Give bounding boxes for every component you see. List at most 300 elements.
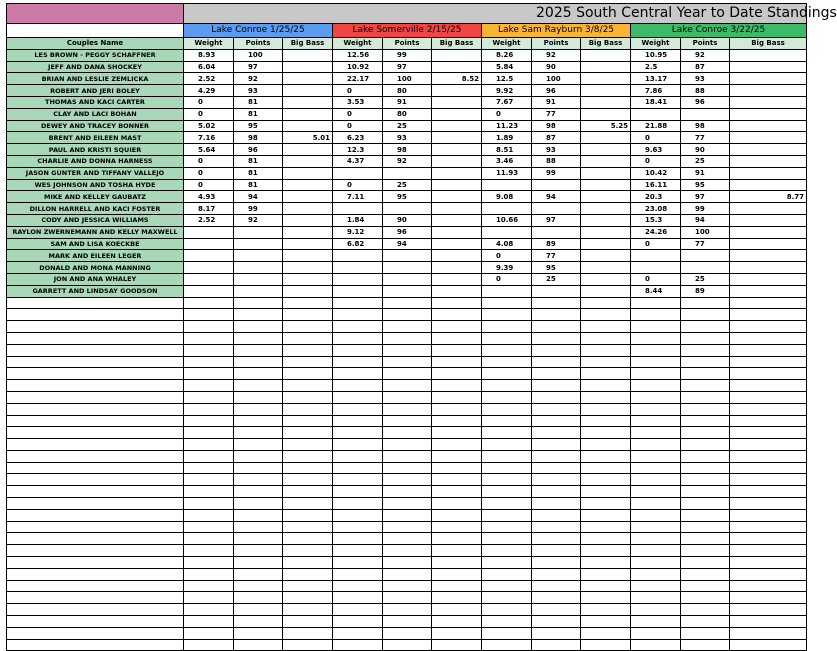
weight-cell[interactable] — [333, 521, 383, 533]
points-cell[interactable] — [234, 474, 283, 486]
weight-cell[interactable] — [333, 604, 383, 616]
points-cell[interactable]: 92 — [234, 214, 283, 226]
points-cell[interactable] — [681, 391, 730, 403]
big-bass-cell[interactable] — [432, 486, 482, 498]
points-cell[interactable]: 92 — [532, 49, 581, 61]
points-cell[interactable] — [532, 427, 581, 439]
couple-name-cell[interactable] — [7, 309, 184, 321]
big-bass-cell[interactable] — [581, 250, 631, 262]
points-cell[interactable]: 94 — [681, 214, 730, 226]
big-bass-cell[interactable] — [283, 191, 333, 203]
big-bass-cell[interactable] — [730, 356, 807, 368]
big-bass-cell[interactable] — [283, 439, 333, 451]
points-cell[interactable]: 95 — [681, 179, 730, 191]
weight-cell[interactable] — [631, 462, 681, 474]
weight-cell[interactable] — [631, 332, 681, 344]
big-bass-cell[interactable] — [432, 238, 482, 250]
points-cell[interactable] — [383, 509, 432, 521]
couple-name-cell[interactable] — [7, 391, 184, 403]
couple-name-cell[interactable] — [7, 580, 184, 592]
weight-cell[interactable] — [482, 321, 532, 333]
weight-cell[interactable] — [482, 545, 532, 557]
points-cell[interactable] — [234, 521, 283, 533]
weight-cell[interactable] — [184, 321, 234, 333]
big-bass-cell[interactable] — [432, 132, 482, 144]
weight-cell[interactable] — [482, 356, 532, 368]
big-bass-cell[interactable] — [730, 226, 807, 238]
points-cell[interactable] — [234, 380, 283, 392]
big-bass-cell[interactable] — [432, 616, 482, 628]
big-bass-cell[interactable] — [283, 321, 333, 333]
big-bass-cell[interactable] — [581, 155, 631, 167]
big-bass-cell[interactable] — [432, 474, 482, 486]
points-cell[interactable] — [681, 450, 730, 462]
points-cell[interactable] — [681, 462, 730, 474]
big-bass-cell[interactable] — [432, 214, 482, 226]
points-cell[interactable]: 98 — [532, 120, 581, 132]
points-cell[interactable]: 95 — [532, 262, 581, 274]
big-bass-cell[interactable] — [432, 250, 482, 262]
couple-name-cell[interactable]: DEWEY AND TRACEY BONNER — [7, 120, 184, 132]
big-bass-cell[interactable] — [432, 61, 482, 73]
points-cell[interactable] — [234, 332, 283, 344]
points-cell[interactable] — [383, 462, 432, 474]
points-cell[interactable] — [681, 557, 730, 569]
points-cell[interactable]: 91 — [532, 96, 581, 108]
points-cell[interactable]: 25 — [383, 179, 432, 191]
big-bass-cell[interactable] — [581, 462, 631, 474]
weight-cell[interactable] — [184, 498, 234, 510]
big-bass-cell[interactable] — [730, 273, 807, 285]
points-cell[interactable] — [383, 415, 432, 427]
big-bass-cell[interactable] — [283, 509, 333, 521]
big-bass-cell[interactable] — [730, 380, 807, 392]
big-bass-cell[interactable] — [432, 262, 482, 274]
big-bass-cell[interactable] — [432, 167, 482, 179]
points-cell[interactable] — [383, 356, 432, 368]
couple-name-cell[interactable] — [7, 415, 184, 427]
big-bass-cell[interactable] — [283, 545, 333, 557]
weight-cell[interactable] — [184, 344, 234, 356]
points-cell[interactable] — [383, 557, 432, 569]
couple-name-cell[interactable] — [7, 439, 184, 451]
points-cell[interactable]: 81 — [234, 96, 283, 108]
points-cell[interactable]: 100 — [383, 73, 432, 85]
big-bass-cell[interactable] — [730, 474, 807, 486]
points-cell[interactable]: 25 — [383, 120, 432, 132]
weight-cell[interactable] — [333, 344, 383, 356]
weight-cell[interactable] — [482, 285, 532, 297]
big-bass-cell[interactable] — [283, 273, 333, 285]
big-bass-cell[interactable] — [432, 144, 482, 156]
big-bass-cell[interactable] — [283, 486, 333, 498]
points-cell[interactable]: 81 — [234, 167, 283, 179]
big-bass-cell[interactable] — [581, 144, 631, 156]
weight-cell[interactable] — [631, 533, 681, 545]
weight-cell[interactable] — [631, 439, 681, 451]
big-bass-cell[interactable] — [730, 155, 807, 167]
weight-cell[interactable] — [482, 179, 532, 191]
weight-cell[interactable]: 5.84 — [482, 61, 532, 73]
couple-name-cell[interactable] — [7, 427, 184, 439]
points-cell[interactable] — [532, 474, 581, 486]
big-bass-cell[interactable]: 8.52 — [432, 73, 482, 85]
weight-cell[interactable]: 20.3 — [631, 191, 681, 203]
big-bass-cell[interactable] — [581, 332, 631, 344]
weight-cell[interactable] — [184, 368, 234, 380]
weight-cell[interactable] — [482, 462, 532, 474]
big-bass-cell[interactable] — [432, 415, 482, 427]
weight-cell[interactable]: 0 — [482, 250, 532, 262]
couple-name-cell[interactable] — [7, 545, 184, 557]
weight-cell[interactable] — [333, 498, 383, 510]
big-bass-cell[interactable] — [432, 273, 482, 285]
points-cell[interactable] — [383, 344, 432, 356]
points-cell[interactable] — [681, 568, 730, 580]
event-header-3[interactable]: Lake Sam Rayburn 3/8/25 — [482, 24, 631, 38]
weight-cell[interactable] — [333, 557, 383, 569]
big-bass-header[interactable]: Big Bass — [283, 38, 333, 50]
weight-cell[interactable] — [631, 250, 681, 262]
points-cell[interactable]: 94 — [383, 238, 432, 250]
couple-name-cell[interactable] — [7, 557, 184, 569]
points-cell[interactable] — [383, 639, 432, 651]
big-bass-cell[interactable] — [283, 120, 333, 132]
weight-cell[interactable] — [482, 639, 532, 651]
big-bass-cell[interactable] — [283, 627, 333, 639]
points-cell[interactable] — [383, 616, 432, 628]
points-cell[interactable]: 93 — [681, 73, 730, 85]
points-cell[interactable] — [681, 403, 730, 415]
points-cell[interactable] — [681, 321, 730, 333]
weight-cell[interactable]: 9.08 — [482, 191, 532, 203]
couple-name-cell[interactable]: CODY AND JESSICA WILLIAMS — [7, 214, 184, 226]
big-bass-cell[interactable] — [283, 403, 333, 415]
weight-cell[interactable]: 5.64 — [184, 144, 234, 156]
points-cell[interactable] — [532, 356, 581, 368]
points-cell[interactable]: 90 — [383, 214, 432, 226]
points-cell[interactable]: 99 — [383, 49, 432, 61]
weight-cell[interactable] — [631, 557, 681, 569]
weight-cell[interactable] — [333, 474, 383, 486]
big-bass-cell[interactable] — [730, 262, 807, 274]
points-cell[interactable] — [532, 403, 581, 415]
weight-cell[interactable]: 0 — [184, 155, 234, 167]
points-cell[interactable] — [532, 297, 581, 309]
big-bass-cell[interactable] — [283, 415, 333, 427]
weight-cell[interactable] — [184, 309, 234, 321]
weight-cell[interactable] — [631, 604, 681, 616]
big-bass-cell[interactable] — [730, 498, 807, 510]
big-bass-cell[interactable] — [730, 344, 807, 356]
points-cell[interactable] — [681, 509, 730, 521]
weight-cell[interactable] — [333, 439, 383, 451]
weight-cell[interactable] — [184, 250, 234, 262]
couples-name-header[interactable]: Couples Name — [7, 38, 184, 50]
weight-cell[interactable]: 0 — [333, 120, 383, 132]
big-bass-cell[interactable] — [581, 509, 631, 521]
weight-cell[interactable] — [482, 474, 532, 486]
weight-cell[interactable]: 5.02 — [184, 120, 234, 132]
big-bass-cell[interactable] — [581, 309, 631, 321]
event-header-4[interactable]: Lake Conroe 3/22/25 — [631, 24, 807, 38]
big-bass-cell[interactable] — [432, 96, 482, 108]
big-bass-cell[interactable] — [432, 639, 482, 651]
points-cell[interactable]: 93 — [383, 132, 432, 144]
weight-cell[interactable] — [631, 545, 681, 557]
points-cell[interactable] — [532, 509, 581, 521]
big-bass-cell[interactable] — [432, 450, 482, 462]
couple-name-cell[interactable] — [7, 616, 184, 628]
points-cell[interactable]: 80 — [383, 108, 432, 120]
big-bass-cell[interactable] — [283, 521, 333, 533]
weight-cell[interactable] — [184, 592, 234, 604]
points-cell[interactable] — [681, 380, 730, 392]
big-bass-cell[interactable] — [730, 61, 807, 73]
big-bass-cell[interactable] — [283, 533, 333, 545]
big-bass-cell[interactable] — [432, 155, 482, 167]
points-cell[interactable] — [532, 285, 581, 297]
points-cell[interactable] — [234, 285, 283, 297]
points-header[interactable]: Points — [681, 38, 730, 50]
big-bass-cell[interactable] — [730, 120, 807, 132]
big-bass-cell[interactable] — [283, 262, 333, 274]
big-bass-cell[interactable] — [432, 108, 482, 120]
weight-cell[interactable] — [333, 309, 383, 321]
big-bass-cell[interactable] — [283, 462, 333, 474]
points-cell[interactable] — [532, 391, 581, 403]
weight-cell[interactable]: 8.93 — [184, 49, 234, 61]
weight-cell[interactable] — [333, 568, 383, 580]
weight-cell[interactable] — [333, 580, 383, 592]
points-cell[interactable] — [234, 462, 283, 474]
weight-cell[interactable]: 8.44 — [631, 285, 681, 297]
big-bass-cell[interactable] — [432, 391, 482, 403]
big-bass-cell[interactable] — [432, 604, 482, 616]
couple-name-cell[interactable]: SAM AND LISA KOECKBE — [7, 238, 184, 250]
big-bass-cell[interactable] — [283, 238, 333, 250]
weight-cell[interactable]: 3.46 — [482, 155, 532, 167]
couple-name-cell[interactable]: PAUL AND KRISTI SQUIER — [7, 144, 184, 156]
points-cell[interactable] — [383, 321, 432, 333]
big-bass-cell[interactable] — [432, 85, 482, 97]
big-bass-cell[interactable] — [730, 214, 807, 226]
weight-cell[interactable] — [184, 639, 234, 651]
weight-header[interactable]: Weight — [333, 38, 383, 50]
big-bass-cell[interactable] — [581, 167, 631, 179]
points-cell[interactable]: 96 — [681, 96, 730, 108]
big-bass-cell[interactable] — [432, 49, 482, 61]
points-cell[interactable] — [532, 321, 581, 333]
weight-cell[interactable]: 0 — [184, 96, 234, 108]
big-bass-cell[interactable] — [581, 262, 631, 274]
points-cell[interactable]: 100 — [532, 73, 581, 85]
weight-cell[interactable] — [631, 521, 681, 533]
points-cell[interactable] — [383, 627, 432, 639]
big-bass-cell[interactable]: 5.25 — [581, 120, 631, 132]
big-bass-cell[interactable] — [730, 521, 807, 533]
weight-cell[interactable] — [184, 604, 234, 616]
points-cell[interactable] — [681, 356, 730, 368]
big-bass-cell[interactable] — [730, 96, 807, 108]
big-bass-cell[interactable] — [283, 592, 333, 604]
big-bass-cell[interactable] — [283, 144, 333, 156]
points-cell[interactable]: 77 — [532, 250, 581, 262]
points-cell[interactable] — [234, 604, 283, 616]
weight-cell[interactable] — [631, 592, 681, 604]
weight-header[interactable]: Weight — [631, 38, 681, 50]
points-cell[interactable] — [383, 604, 432, 616]
points-cell[interactable]: 98 — [234, 132, 283, 144]
weight-cell[interactable] — [333, 627, 383, 639]
points-cell[interactable]: 90 — [681, 144, 730, 156]
big-bass-cell[interactable] — [283, 332, 333, 344]
big-bass-cell[interactable] — [581, 557, 631, 569]
points-cell[interactable] — [681, 250, 730, 262]
big-bass-cell[interactable] — [581, 344, 631, 356]
points-cell[interactable] — [532, 439, 581, 451]
points-cell[interactable]: 96 — [383, 226, 432, 238]
big-bass-cell[interactable] — [432, 403, 482, 415]
big-bass-cell[interactable] — [581, 49, 631, 61]
weight-cell[interactable] — [631, 450, 681, 462]
weight-cell[interactable] — [333, 639, 383, 651]
weight-cell[interactable]: 0 — [184, 179, 234, 191]
points-cell[interactable] — [383, 521, 432, 533]
weight-cell[interactable]: 10.92 — [333, 61, 383, 73]
points-cell[interactable] — [383, 167, 432, 179]
weight-cell[interactable]: 1.84 — [333, 214, 383, 226]
sheet-title[interactable]: 2025 South Central Year to Date Standings — [184, 4, 807, 24]
big-bass-cell[interactable] — [432, 568, 482, 580]
big-bass-cell[interactable] — [432, 179, 482, 191]
big-bass-cell[interactable] — [432, 332, 482, 344]
weight-cell[interactable] — [333, 356, 383, 368]
big-bass-cell[interactable] — [432, 592, 482, 604]
weight-cell[interactable] — [333, 616, 383, 628]
points-cell[interactable]: 98 — [383, 144, 432, 156]
points-cell[interactable]: 92 — [681, 49, 730, 61]
big-bass-cell[interactable] — [581, 368, 631, 380]
points-cell[interactable] — [681, 498, 730, 510]
weight-cell[interactable] — [482, 203, 532, 215]
big-bass-cell[interactable] — [283, 226, 333, 238]
weight-cell[interactable] — [184, 226, 234, 238]
points-cell[interactable] — [383, 250, 432, 262]
weight-cell[interactable] — [482, 592, 532, 604]
big-bass-cell[interactable] — [730, 639, 807, 651]
big-bass-cell[interactable] — [730, 592, 807, 604]
weight-cell[interactable] — [631, 568, 681, 580]
points-cell[interactable] — [532, 616, 581, 628]
points-cell[interactable]: 89 — [532, 238, 581, 250]
weight-cell[interactable]: 0 — [631, 155, 681, 167]
big-bass-cell[interactable] — [283, 568, 333, 580]
weight-cell[interactable] — [631, 262, 681, 274]
points-cell[interactable]: 81 — [234, 179, 283, 191]
points-cell[interactable] — [681, 533, 730, 545]
couple-name-cell[interactable] — [7, 462, 184, 474]
weight-cell[interactable] — [184, 285, 234, 297]
big-bass-cell[interactable] — [581, 604, 631, 616]
points-cell[interactable] — [383, 380, 432, 392]
weight-cell[interactable] — [184, 297, 234, 309]
couple-name-cell[interactable] — [7, 344, 184, 356]
points-cell[interactable]: 99 — [681, 203, 730, 215]
points-cell[interactable] — [234, 297, 283, 309]
couple-name-cell[interactable]: JASON GUNTER AND TIFFANY VALLEJO — [7, 167, 184, 179]
weight-cell[interactable]: 0 — [184, 108, 234, 120]
big-bass-cell[interactable] — [730, 108, 807, 120]
big-bass-cell[interactable] — [581, 580, 631, 592]
weight-cell[interactable] — [333, 167, 383, 179]
points-cell[interactable] — [681, 474, 730, 486]
couple-name-cell[interactable]: THOMAS AND KACI CARTER — [7, 96, 184, 108]
weight-cell[interactable]: 0 — [631, 273, 681, 285]
points-cell[interactable] — [234, 391, 283, 403]
points-cell[interactable] — [681, 344, 730, 356]
points-cell[interactable] — [234, 273, 283, 285]
points-cell[interactable] — [383, 285, 432, 297]
points-cell[interactable]: 94 — [532, 191, 581, 203]
weight-header[interactable]: Weight — [184, 38, 234, 50]
big-bass-cell[interactable] — [730, 509, 807, 521]
weight-cell[interactable]: 0 — [333, 179, 383, 191]
couple-name-cell[interactable]: DILLON HARRELL AND KACI FOSTER — [7, 203, 184, 215]
weight-cell[interactable] — [333, 403, 383, 415]
big-bass-cell[interactable] — [283, 297, 333, 309]
couple-name-cell[interactable]: BRIAN AND LESLIE ZEMLICKA — [7, 73, 184, 85]
weight-cell[interactable] — [631, 403, 681, 415]
points-cell[interactable]: 87 — [681, 61, 730, 73]
points-cell[interactable] — [234, 321, 283, 333]
weight-cell[interactable] — [184, 450, 234, 462]
weight-cell[interactable] — [333, 203, 383, 215]
couple-name-cell[interactable]: CHARLIE AND DONNA HARNESS — [7, 155, 184, 167]
big-bass-cell[interactable] — [283, 344, 333, 356]
big-bass-cell[interactable] — [730, 415, 807, 427]
points-cell[interactable] — [532, 309, 581, 321]
points-cell[interactable] — [234, 238, 283, 250]
points-cell[interactable] — [532, 415, 581, 427]
points-cell[interactable] — [681, 592, 730, 604]
weight-cell[interactable] — [631, 415, 681, 427]
weight-cell[interactable] — [631, 309, 681, 321]
big-bass-cell[interactable] — [730, 167, 807, 179]
weight-cell[interactable]: 0 — [184, 167, 234, 179]
big-bass-cell[interactable] — [730, 604, 807, 616]
weight-cell[interactable]: 9.92 — [482, 85, 532, 97]
weight-cell[interactable] — [333, 368, 383, 380]
big-bass-cell[interactable] — [730, 132, 807, 144]
points-cell[interactable] — [532, 462, 581, 474]
weight-cell[interactable] — [333, 250, 383, 262]
points-cell[interactable] — [681, 616, 730, 628]
big-bass-cell[interactable] — [432, 580, 482, 592]
points-cell[interactable] — [234, 226, 283, 238]
points-cell[interactable]: 99 — [532, 167, 581, 179]
weight-cell[interactable] — [631, 486, 681, 498]
big-bass-cell[interactable] — [283, 49, 333, 61]
points-cell[interactable]: 97 — [532, 214, 581, 226]
couple-name-cell[interactable] — [7, 521, 184, 533]
points-cell[interactable]: 91 — [383, 96, 432, 108]
points-cell[interactable] — [532, 368, 581, 380]
points-cell[interactable] — [234, 450, 283, 462]
weight-cell[interactable] — [184, 568, 234, 580]
points-cell[interactable]: 95 — [234, 120, 283, 132]
big-bass-header[interactable]: Big Bass — [730, 38, 807, 50]
